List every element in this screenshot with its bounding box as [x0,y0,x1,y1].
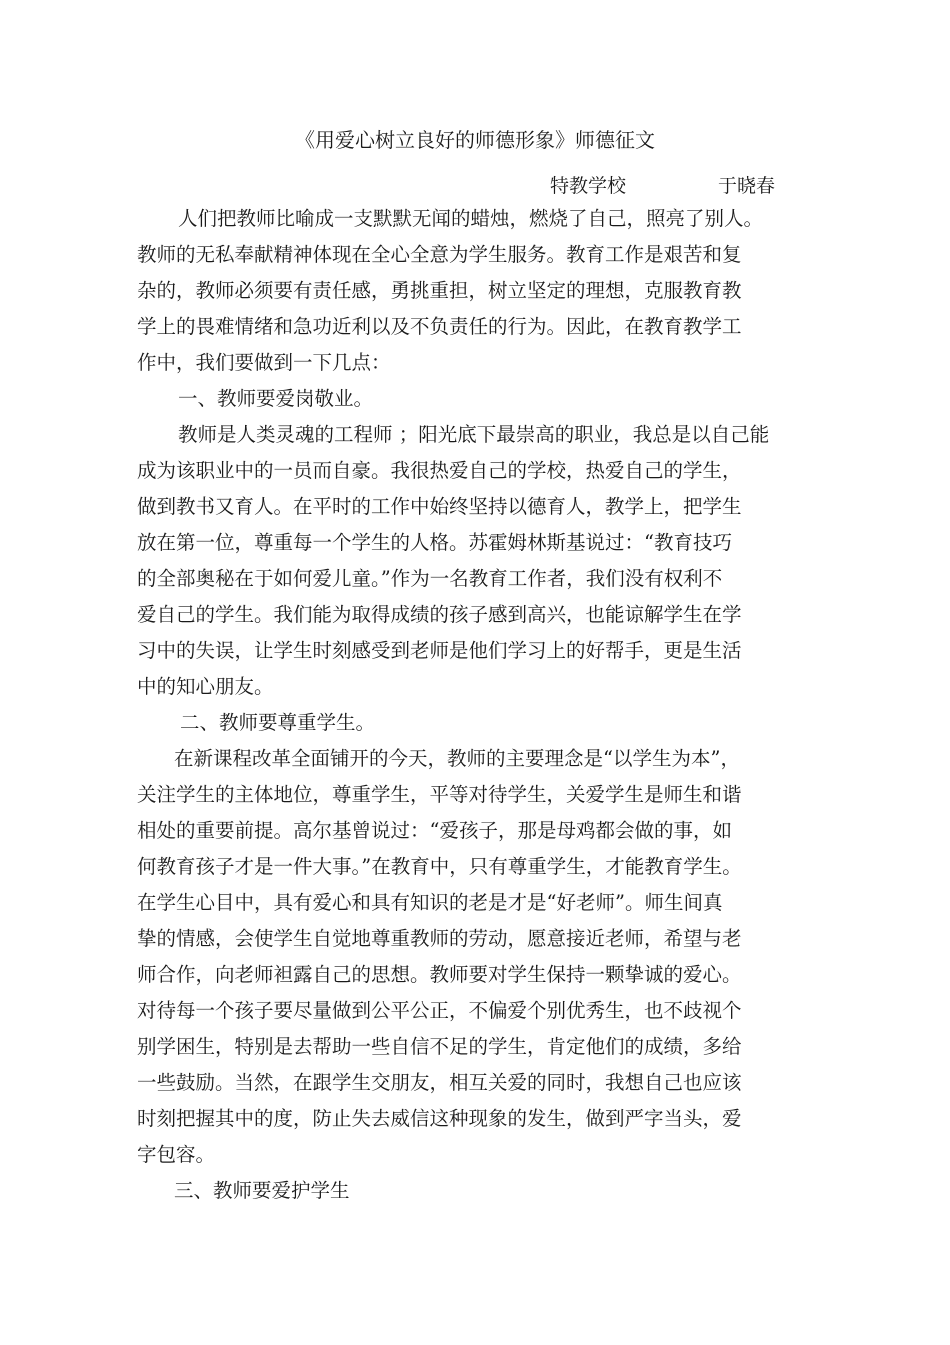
section-heading: 一、教师要爱岗敬业。 [178,387,374,410]
body-line: 关注学生的主体地位，尊重学生，平等对待学生，关爱学生是师生和谐 [137,783,742,806]
body-line: 挚的情感，会使学生自觉地尊重教师的劳动，愿意接近老师，希望与老 [137,927,742,950]
body-line: 教师是人类灵魂的工程师 ；阳光底下最崇高的职业，我总是以自己能 [178,423,770,446]
body-line: 一些鼓励。当然，在跟学生交朋友，相互关爱的同时，我想自己也应该 [137,1071,742,1094]
body-line: 教师的无私奉献精神体现在全心全意为学生服务。教育工作是艰苦和复 [137,243,742,266]
body-line: 在学生心目中，具有爱心和具有知识的老是才是“好老师”。师生间真 [137,891,723,914]
author-name: 于晓春 [718,175,776,197]
body-line: 人们把教师比喻成一支默默无闻的蜡烛，燃烧了自己，照亮了别人。 [178,207,764,230]
body-line: 的全部奥秘在于如何爱儿童。”作为一名教育工作者，我们没有权利不 [137,567,723,590]
body-line: 在新课程改革全面铺开的今天，教师的主要理念是“以学生为本”， [174,747,740,770]
body-line: 做到教书又育人。在平时的工作中始终坚持以德育人，教学上，把学生 [137,495,742,518]
section-heading: 三、教师要爱护学生 [174,1179,350,1202]
section-heading: 二、教师要尊重学生。 [180,711,376,734]
body-line: 学上的畏难情绪和急功近利以及不负责任的行为。因此，在教育教学工 [137,315,742,338]
body-line: 对待每一个孩子要尽量做到公平公正，不偏爱个别优秀生，也不歧视个 [137,999,742,1022]
document-title: 《用爱心树立良好的师德形象》师德征文 [295,128,655,152]
body-line: 师合作，向老师袒露自己的思想。教师要对学生保持一颗挚诚的爱心。 [137,963,742,986]
body-line: 放在第一位，尊重每一个学生的人格。苏霍姆林斯基说过：“教育技巧 [137,531,732,554]
body-line: 作中，我们要做到一下几点： [137,351,391,374]
body-line: 中的知心朋友。 [137,675,274,698]
body-line: 字包容。 [137,1143,216,1166]
body-line: 杂的，教师必须要有责任感，勇挑重担，树立坚定的理想，克服教育教 [137,279,742,302]
school-name: 特教学校 [550,175,627,197]
body-line: 习中的失误，让学生时刻感受到老师是他们学习上的好帮手，更是生活 [137,639,742,662]
body-line: 时刻把握其中的度，防止失去威信这种现象的发生，做到严字当头，爱 [137,1107,742,1130]
body-line: 成为该职业中的一员而自豪。我很热爱自己的学校，热爱自己的学生， [137,459,742,482]
body-line: 何教育孩子才是一件大事。”在教育中，只有尊重学生，才能教育学生。 [137,855,742,878]
body-line: 别学困生，特别是去帮助一些自信不足的学生，肯定他们的成绩，多给 [137,1035,742,1058]
body-line: 爱自己的学生。我们能为取得成绩的孩子感到高兴，也能谅解学生在学 [137,603,742,626]
body-line: 相处的重要前提。高尔基曾说过：“爱孩子，那是母鸡都会做的事，如 [137,819,732,842]
